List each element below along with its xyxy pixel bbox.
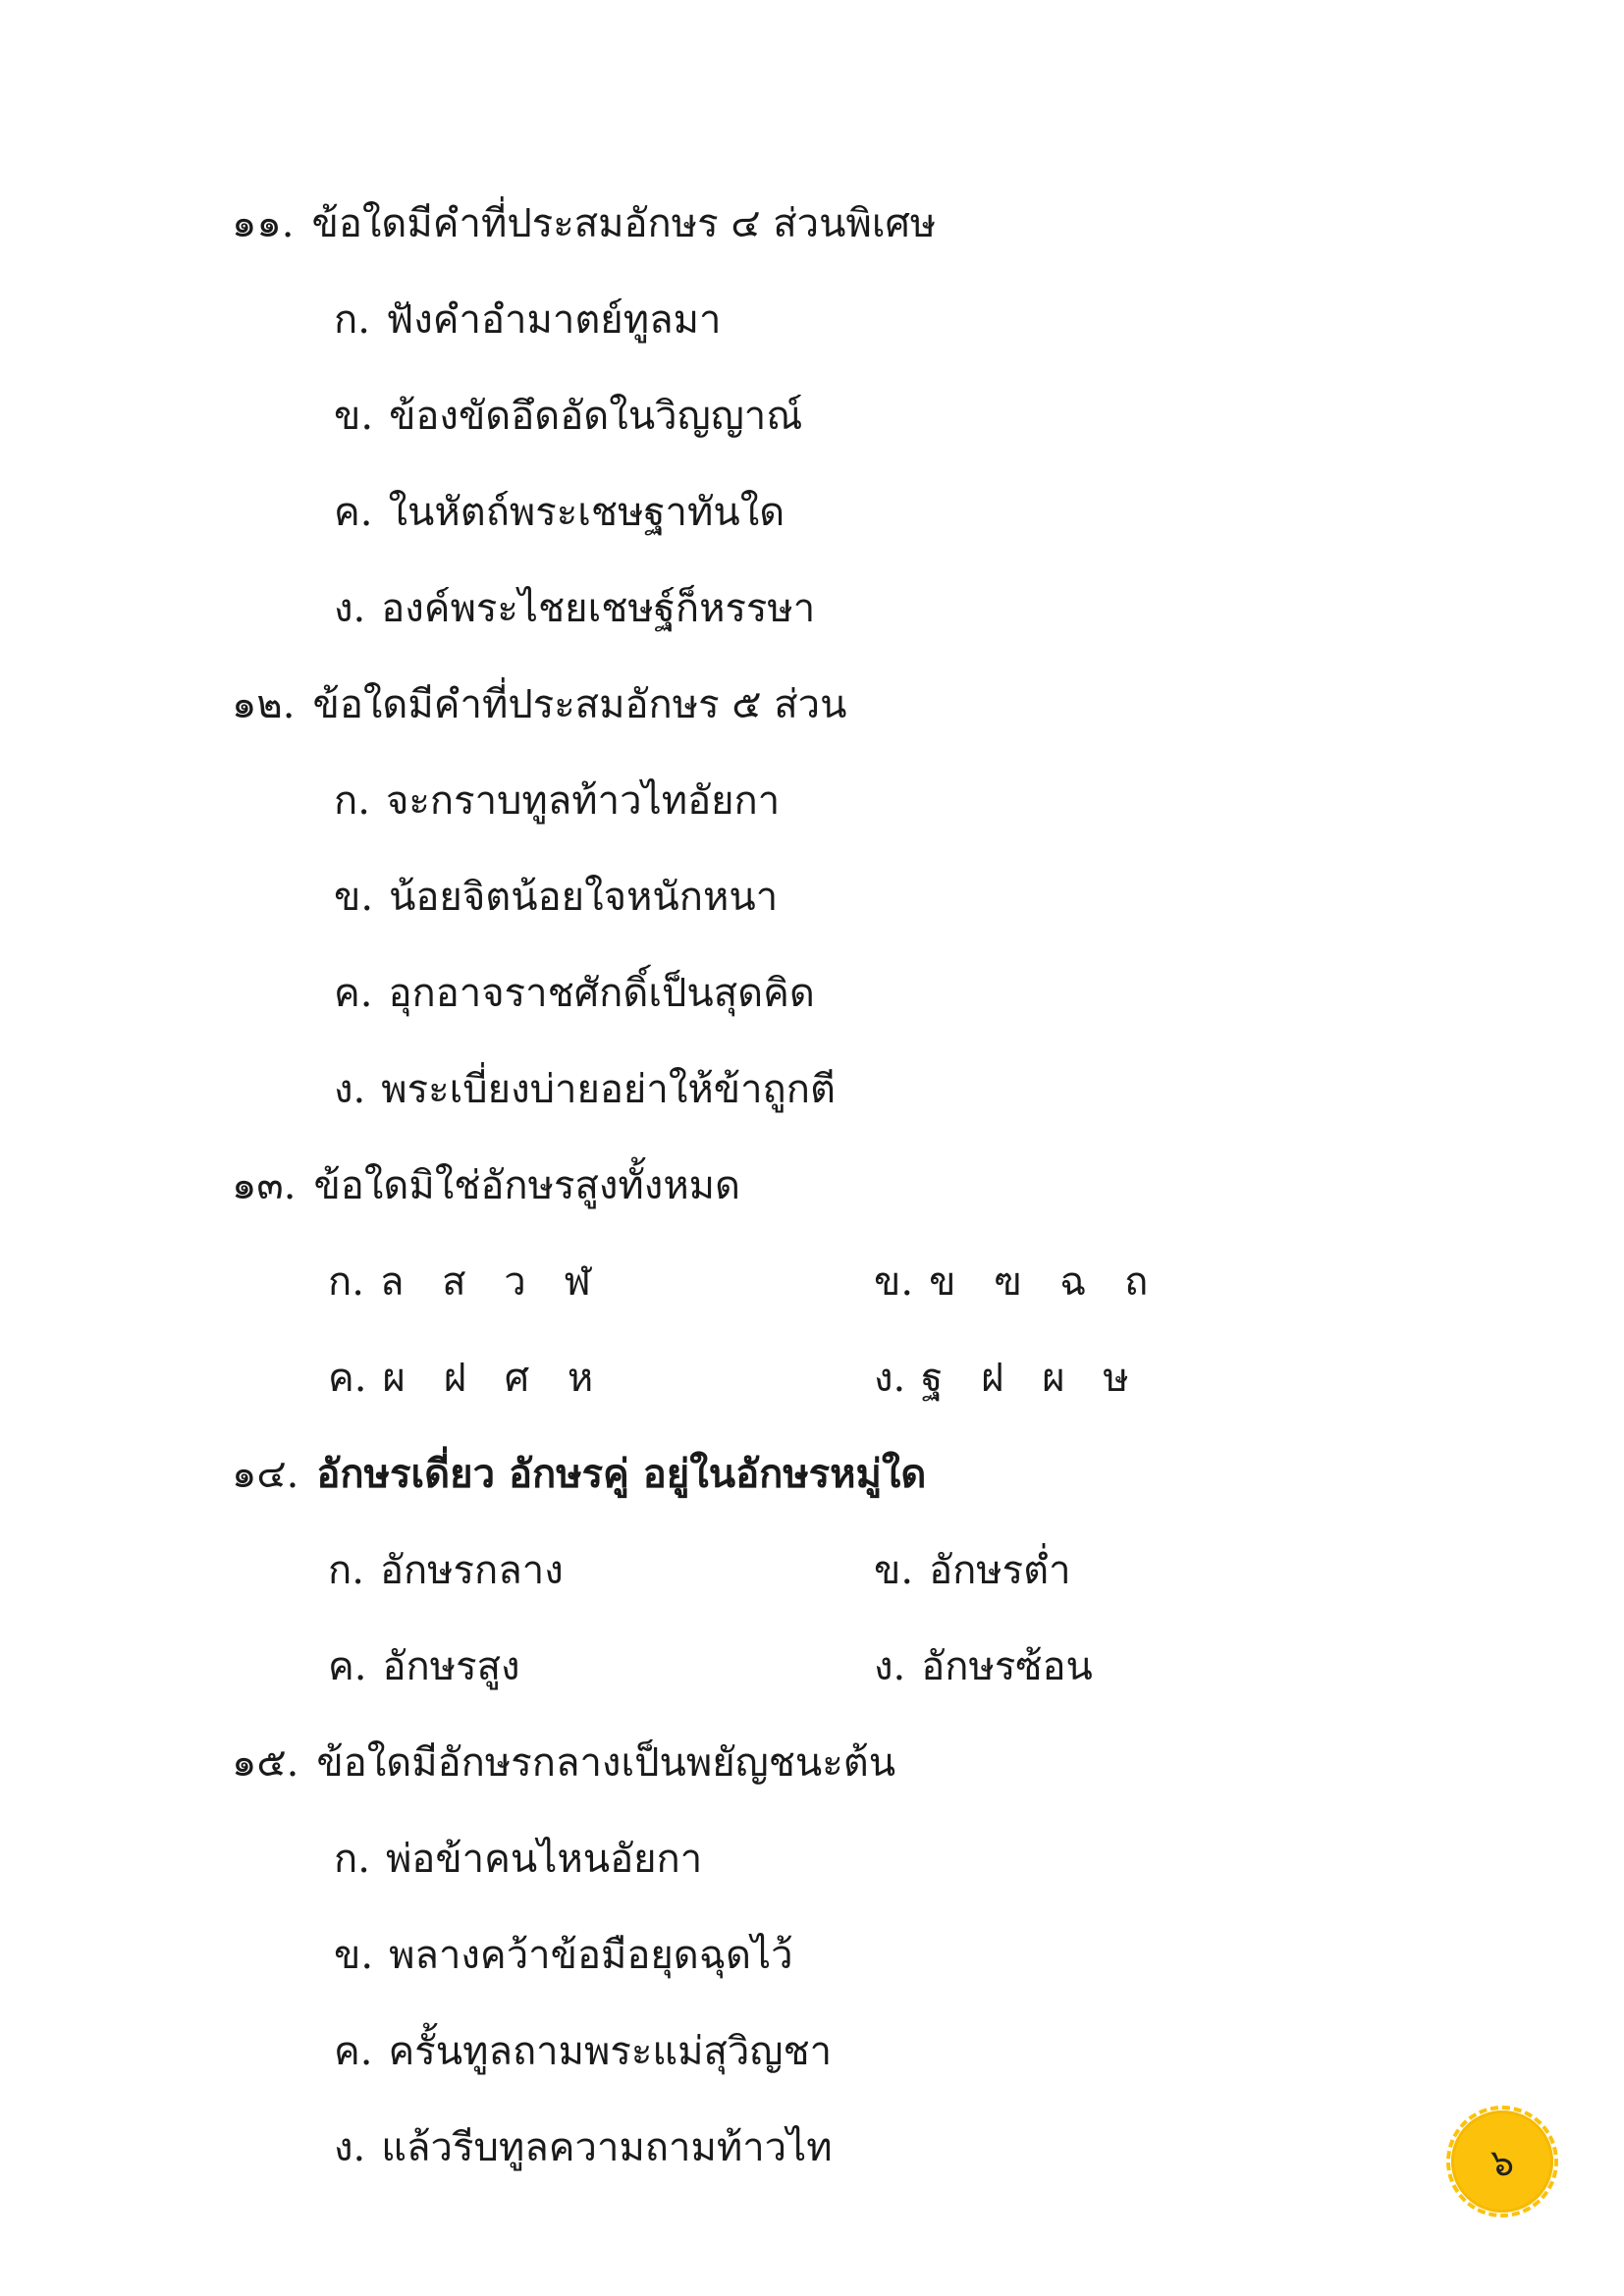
option-15-d bbox=[334, 2118, 833, 2177]
question-text: ข้อใดมิใช่อักษรสูงทั้งหมด bbox=[313, 1163, 741, 1208]
option-14-c bbox=[328, 1637, 520, 1696]
option-letter: ค. bbox=[328, 1644, 367, 1689]
option-text: พ่อข้าคนไหนอัยกา bbox=[385, 1837, 703, 1882]
option-13-c bbox=[328, 1349, 599, 1408]
option-11-c bbox=[334, 483, 785, 542]
option-11-b bbox=[334, 387, 802, 446]
option-letter: ค. bbox=[334, 2029, 373, 2074]
option-text: ในหัตถ์พระเชษฐาทันใด bbox=[388, 490, 785, 535]
question-number: ๑๔. bbox=[232, 1452, 299, 1497]
option-letter: ข. bbox=[334, 1933, 374, 1978]
option-14-b bbox=[874, 1541, 1071, 1600]
option-letter: ค. bbox=[334, 971, 373, 1016]
option-12-b bbox=[334, 868, 778, 927]
option-text: น้อยจิตน้อยใจหนักหนา bbox=[389, 875, 779, 920]
option-text: ครั้นทูลถามพระแม่สุวิญชา bbox=[388, 2029, 833, 2074]
option-text: ข ฃ ฉ ถ bbox=[929, 1259, 1155, 1305]
question-15 bbox=[232, 1734, 895, 1792]
option-letter: ง. bbox=[874, 1356, 906, 1401]
option-text: องค์พระไชยเชษฐ์ก็หรรษา bbox=[381, 586, 816, 631]
option-15-a bbox=[334, 1830, 702, 1889]
option-13-d bbox=[874, 1349, 1135, 1408]
option-text: อักษรต่ำ bbox=[929, 1548, 1071, 1593]
option-letter: ก. bbox=[328, 1548, 364, 1593]
question-11 bbox=[232, 194, 936, 253]
page-number: ๖ bbox=[1489, 2140, 1515, 2184]
option-12-c bbox=[334, 964, 815, 1023]
option-text: พลางคว้าข้อมือยุดฉุดไว้ bbox=[389, 1933, 793, 1978]
question-number: ๑๒. bbox=[232, 682, 296, 727]
option-letter: ง. bbox=[334, 2125, 366, 2170]
option-letter: ค. bbox=[334, 490, 373, 535]
option-15-b bbox=[334, 1926, 793, 1985]
question-text: ข้อใดมีคำที่ประสมอักษร ๕ ส่วน bbox=[312, 682, 847, 727]
question-number: ๑๕. bbox=[232, 1740, 299, 1786]
question-number: ๑๓. bbox=[232, 1163, 297, 1208]
option-letter: ก. bbox=[334, 1837, 370, 1882]
option-14-a bbox=[328, 1541, 564, 1600]
option-text: ล ส ว ฬ bbox=[379, 1259, 597, 1305]
option-11-d bbox=[334, 579, 815, 638]
option-letter: ก. bbox=[334, 778, 370, 824]
option-text: อักษรสูง bbox=[382, 1644, 520, 1689]
option-letter: ก. bbox=[328, 1259, 364, 1305]
option-letter: ข. bbox=[334, 875, 374, 920]
question-text: ข้อใดมีอักษรกลางเป็นพยัญชนะต้น bbox=[316, 1740, 896, 1786]
option-13-a bbox=[328, 1253, 597, 1311]
option-letter: ข. bbox=[874, 1259, 914, 1305]
option-text: พระเบี่ยงบ่ายอย่าให้ข้าถูกตี bbox=[381, 1067, 836, 1112]
option-text: ข้องขัดอึดอัดในวิญญาณ์ bbox=[389, 394, 803, 439]
option-14-d bbox=[874, 1637, 1093, 1696]
option-text: จะกราบทูลท้าวไทอัยกา bbox=[385, 778, 781, 824]
option-letter: ก. bbox=[334, 297, 370, 343]
question-text: อักษรเดี่ยว อักษรคู่ อยู่ในอักษรหมู่ใด bbox=[316, 1451, 927, 1497]
option-text: อักษรกลาง bbox=[379, 1548, 564, 1593]
page-number-badge bbox=[1451, 2110, 1553, 2213]
question-14 bbox=[232, 1445, 926, 1504]
question-12 bbox=[232, 675, 846, 734]
option-letter: ข. bbox=[874, 1548, 914, 1593]
option-text: แล้วรีบทูลความถามท้าวไท bbox=[381, 2125, 833, 2170]
option-letter: ง. bbox=[334, 586, 366, 631]
option-text: อุกอาจราชศักดิ์เป็นสุดคิด bbox=[388, 971, 815, 1016]
option-letter: ค. bbox=[328, 1356, 367, 1401]
option-letter: ง. bbox=[874, 1644, 906, 1689]
option-letter: ข. bbox=[334, 394, 374, 439]
option-text: ฟังคำอำมาตย์ทูลมา bbox=[385, 297, 722, 343]
option-text: ผ ฝ ศ ห bbox=[382, 1356, 600, 1401]
option-letter: ง. bbox=[334, 1067, 366, 1112]
option-text: ฐ ฝ ผ ษ bbox=[921, 1356, 1135, 1401]
option-text: อักษรซ้อน bbox=[921, 1644, 1093, 1689]
question-text: ข้อใดมีคำที่ประสมอักษร ๔ ส่วนพิเศษ bbox=[311, 201, 937, 246]
option-13-b bbox=[874, 1253, 1154, 1311]
option-11-a bbox=[334, 291, 721, 349]
option-12-d bbox=[334, 1060, 836, 1119]
option-15-c bbox=[334, 2022, 832, 2081]
option-12-a bbox=[334, 772, 780, 830]
question-number: ๑๑. bbox=[232, 201, 295, 246]
question-13 bbox=[232, 1156, 740, 1215]
